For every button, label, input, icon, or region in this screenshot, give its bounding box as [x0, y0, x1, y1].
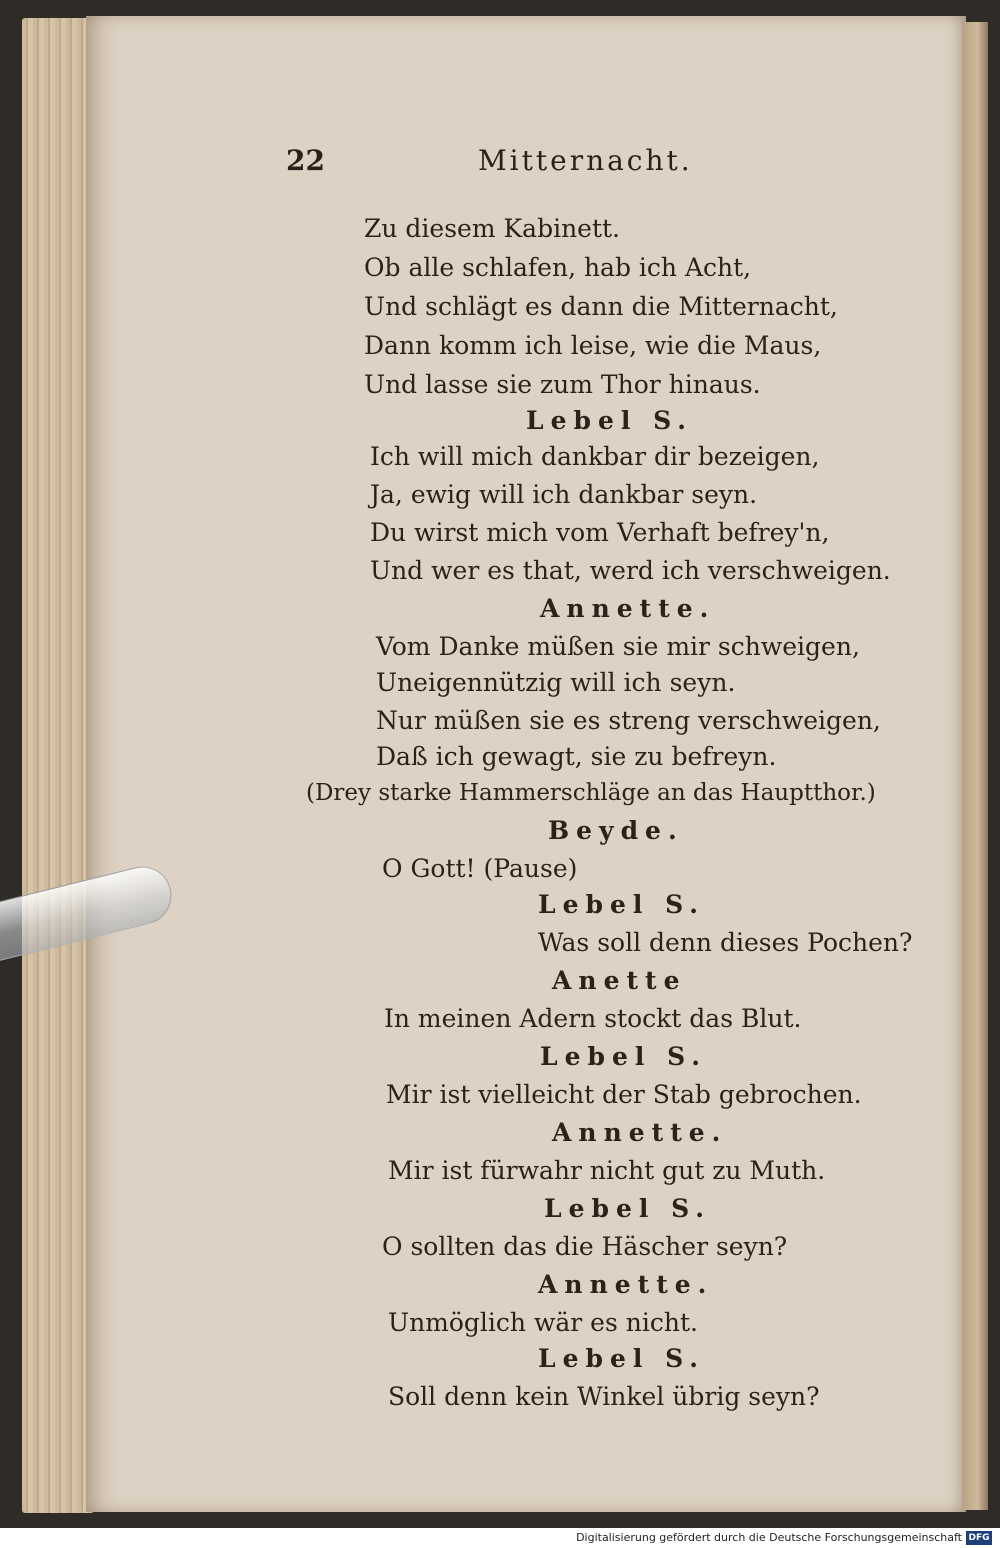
- verse-line: Und schlägt es dann die Mitternacht,: [364, 292, 838, 321]
- speaker-name: Annette.: [540, 594, 716, 623]
- speaker-name: Lebel S.: [544, 1194, 711, 1223]
- verse-line: In meinen Adern stockt das Blut.: [384, 1004, 802, 1033]
- verse-line: Ja, ewig will ich dankbar seyn.: [370, 480, 758, 509]
- verse-line: Ich will mich dankbar dir bezeigen,: [370, 442, 820, 471]
- verse-line: Und wer es that, werd ich verschweigen.: [370, 556, 891, 585]
- page-stack-edges: [22, 18, 94, 1513]
- verse-line: Nur müßen sie es streng verschweigen,: [376, 706, 881, 735]
- running-head: Mitternacht.: [478, 144, 693, 177]
- verse-line: Vom Danke müßen sie mir schweigen,: [376, 632, 860, 661]
- verse-line: Mir ist fürwahr nicht gut zu Muth.: [388, 1156, 826, 1185]
- verse-line: Unmöglich wär es nicht.: [388, 1308, 698, 1337]
- verse-line: Ob alle schlafen, hab ich Acht,: [364, 253, 752, 282]
- verse-line: Daß ich gewagt, sie zu befreyn.: [376, 742, 777, 771]
- verse-line: O Gott! (Pause): [382, 854, 578, 883]
- speaker-name: Lebel S.: [540, 1042, 707, 1071]
- speaker-name: Beyde.: [548, 816, 684, 845]
- speaker-name: Annette.: [538, 1270, 714, 1299]
- speaker-name: Lebel S.: [526, 406, 693, 435]
- footer-credit: Digitalisierung gefördert durch die Deutsche Forschungsgemeinschaft: [576, 1531, 962, 1544]
- stage-direction: (Drey starke Hammerschläge an das Hauptthor.): [306, 780, 876, 806]
- page-header: [86, 144, 966, 190]
- page-right-edge: [962, 22, 988, 1510]
- footer-bar: [0, 1528, 1000, 1548]
- verse-line: Mir ist vielleicht der Stab gebrochen.: [386, 1080, 862, 1109]
- verse-line: O sollten das die Häscher seyn?: [382, 1232, 788, 1261]
- speaker-name: Annette.: [552, 1118, 728, 1147]
- book-page: [86, 16, 966, 1512]
- verse-line: Du wirst mich vom Verhaft befrey'n,: [370, 518, 830, 547]
- speaker-name: Anette: [552, 966, 687, 995]
- speaker-name: Lebel S.: [538, 1344, 705, 1373]
- page-number: 22: [286, 144, 325, 177]
- verse-line: Und lasse sie zum Thor hinaus.: [364, 370, 761, 399]
- verse-line: Dann komm ich leise, wie die Maus,: [364, 331, 822, 360]
- verse-line: Was soll denn dieses Pochen?: [538, 928, 913, 957]
- speaker-name: Lebel S.: [538, 890, 705, 919]
- verse-line: Zu diesem Kabinett.: [364, 214, 621, 243]
- dfg-logo: DFG: [966, 1531, 992, 1545]
- verse-line: Soll denn kein Winkel übrig seyn?: [388, 1382, 820, 1411]
- verse-line: Uneigennützig will ich seyn.: [376, 668, 736, 697]
